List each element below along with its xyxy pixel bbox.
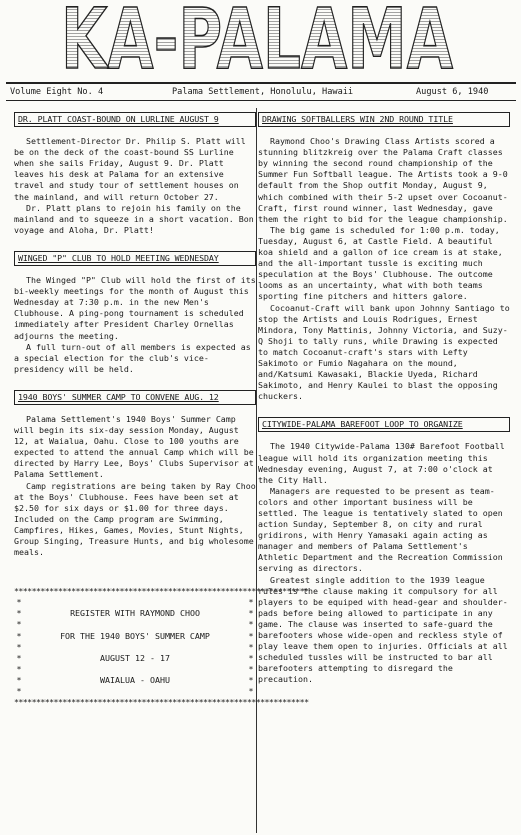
notice-line: FOR THE 1940 BOYS' SUMMER CAMP xyxy=(60,630,210,641)
notice-box: ******************************************************************* * * * REGISTER WITH RAYMOND CHOO * * * * FOR THE 1940 BOYS' SUMMER CAMP * * * * AUGUST 12 - 17 * * * * WAIALUA - OAHU * * * ******************************************************************* xyxy=(14,586,309,708)
article-paragraph: Managers are requested to be present as team-colors and other important business will be settled. The league is tentatively slated to open action Sunday, September 8, on city and rural gridirons, with Henry Yamasaki again acting as manager and members of Palama Settlement's Athletic Department and the Recreation Commission serving as directors. xyxy=(258,485,503,574)
masthead xyxy=(58,0,456,88)
article-paragraph: Cocoanut-Craft will bank upon Johnny Santiago to stop the Artists and Louis Rodrigues, Ernest Mindora, Tony Mattinis, Johnny Victoria, and Suzy-Q Shoji to tally runs, while Drawing is expected to match Cocoanut-craft's stars with Lefty Sakimoto or Fumio Nagahara on the mound, and/Katsumi Kawasaki, Blackie Uyeda, Richard Sakimoto, and Henry Kaulei to blast the opposing chuckers. xyxy=(258,302,510,402)
headline-summer-camp: 1940 BOYS' SUMMER CAMP TO CONVENE AUG. 12 xyxy=(14,390,256,405)
publication-place: Palama Settlement, Honolulu, Hawaii xyxy=(172,87,354,97)
volume-number: Volume Eight No. 4 xyxy=(10,87,104,97)
notice-line: WAIALUA - OAHU xyxy=(100,674,170,685)
article-paragraph: Dr. Platt plans to rejoin his family on the mainland and to squeeze in a short vacation. Bon voyage and Aloha, Dr. Platt! xyxy=(14,202,254,235)
article-paragraph: Greatest single addition to the 1939 league rules is the clause making it compulsory for all players to be equiped with head-gear and shoulder-pads before being allowed to participate in any game. The clause was inserted to safe-guard the barefooters whose wide-open and reckless style of play leave them open to injuries. Officials at all scheduled tussles will be instructed to bar all barefooters attempting to disregard the precaution. xyxy=(258,574,508,685)
left-column xyxy=(14,112,309,708)
right-column xyxy=(258,112,510,686)
article-paragraph: The big game is scheduled for 1:00 p.m. today, Tuesday, August 6, at Castle Field. A beautiful koa shield and a gallon of ice cream is at stake, and the all-important tussle is exciting much speculation at the Boys' Clubhouse. The outcome looms as an uncertainty, what with both teams sporting fine pitchers and hitters galore. xyxy=(258,224,503,302)
article-paragraph: Palama Settlement's 1940 Boys' Summer Camp will begin its six-day session Monday, August 12, at Waialua, Oahu. Close to 100 youths are expected to attend the annual Camp which will be directed by Harry Lee, Boys' Clubs Supervisor at Palama Settlement. xyxy=(14,413,254,480)
masthead-title: KA-PALAMA xyxy=(61,0,453,88)
notice-line: REGISTER WITH RAYMOND CHOO xyxy=(70,608,200,619)
article-paragraph: The 1940 Citywide-Palama 130# Barefoot Football league will hold its organization meeting this Wednesday evening, August 7, at 7:00 o'clock at the City Hall. xyxy=(258,441,505,485)
article-paragraph: Camp registrations are being taken by Ray Choo at the Boys' Clubhouse. Fees have been set at $2.50 for six days or $1.00 for three days. Included on the Camp program are Swimming, Campfires, Hikes, Games, Movies, Stunt Nights, Group Singing, Treasure Hunts, and big wholesome meals. xyxy=(14,480,256,558)
article-paragraph: A full turn-out of all members is expected as a special election for the club's vice-presidency will be held. xyxy=(14,341,251,374)
volume-bar xyxy=(6,82,516,101)
headline-platt: DR. PLATT COAST-BOUND ON LURLINE AUGUST 9 xyxy=(14,112,256,127)
masthead-logo xyxy=(58,0,456,88)
article-paragraph: Settlement-Director Dr. Philip S. Platt will be on the deck of the coast-bound SS Lurline when she sails Friday, August 9. Dr. Platt leaves his desk at Palama for an extensive travel and study tour of settlement houses on the mainland, and will return October 27. xyxy=(14,136,246,202)
notice-line: AUGUST 12 - 17 xyxy=(100,652,170,663)
headline-winged-p: WINGED "P" CLUB TO HOLD MEETING WEDNESDAY xyxy=(14,251,256,266)
article-paragraph: Raymond Choo's Drawing Class Artists scored a stunning blitzkreig over the Palama Craft classes by winning the second round championship of the Summer Fun Softball league. The Artists took a 9-0 default from the Shop outfit Monday, August 9, which combined with their 5-2 upset over Cocoanut-Craft, first round winner, last Wednesday, gave them the right to bid for the league championship. xyxy=(258,136,508,224)
issue-date: August 6, 1940 xyxy=(416,87,489,97)
column-divider xyxy=(256,108,257,833)
headline-barefoot: CITYWIDE-PALAMA BAREFOOT LOOP TO ORGANIZE xyxy=(258,417,510,432)
headline-softball: DRAWING SOFTBALLERS WIN 2ND ROUND TITLE xyxy=(258,112,510,127)
article-paragraph: The Winged "P" Club will hold the first of its bi-weekly meetings for the month of August this Wednesday at 7:30 p.m. in the new Men's Clubhouse. A ping-pong tournament is scheduled immediately after President Charley Ornellas adjourns the meeting. xyxy=(14,275,256,341)
